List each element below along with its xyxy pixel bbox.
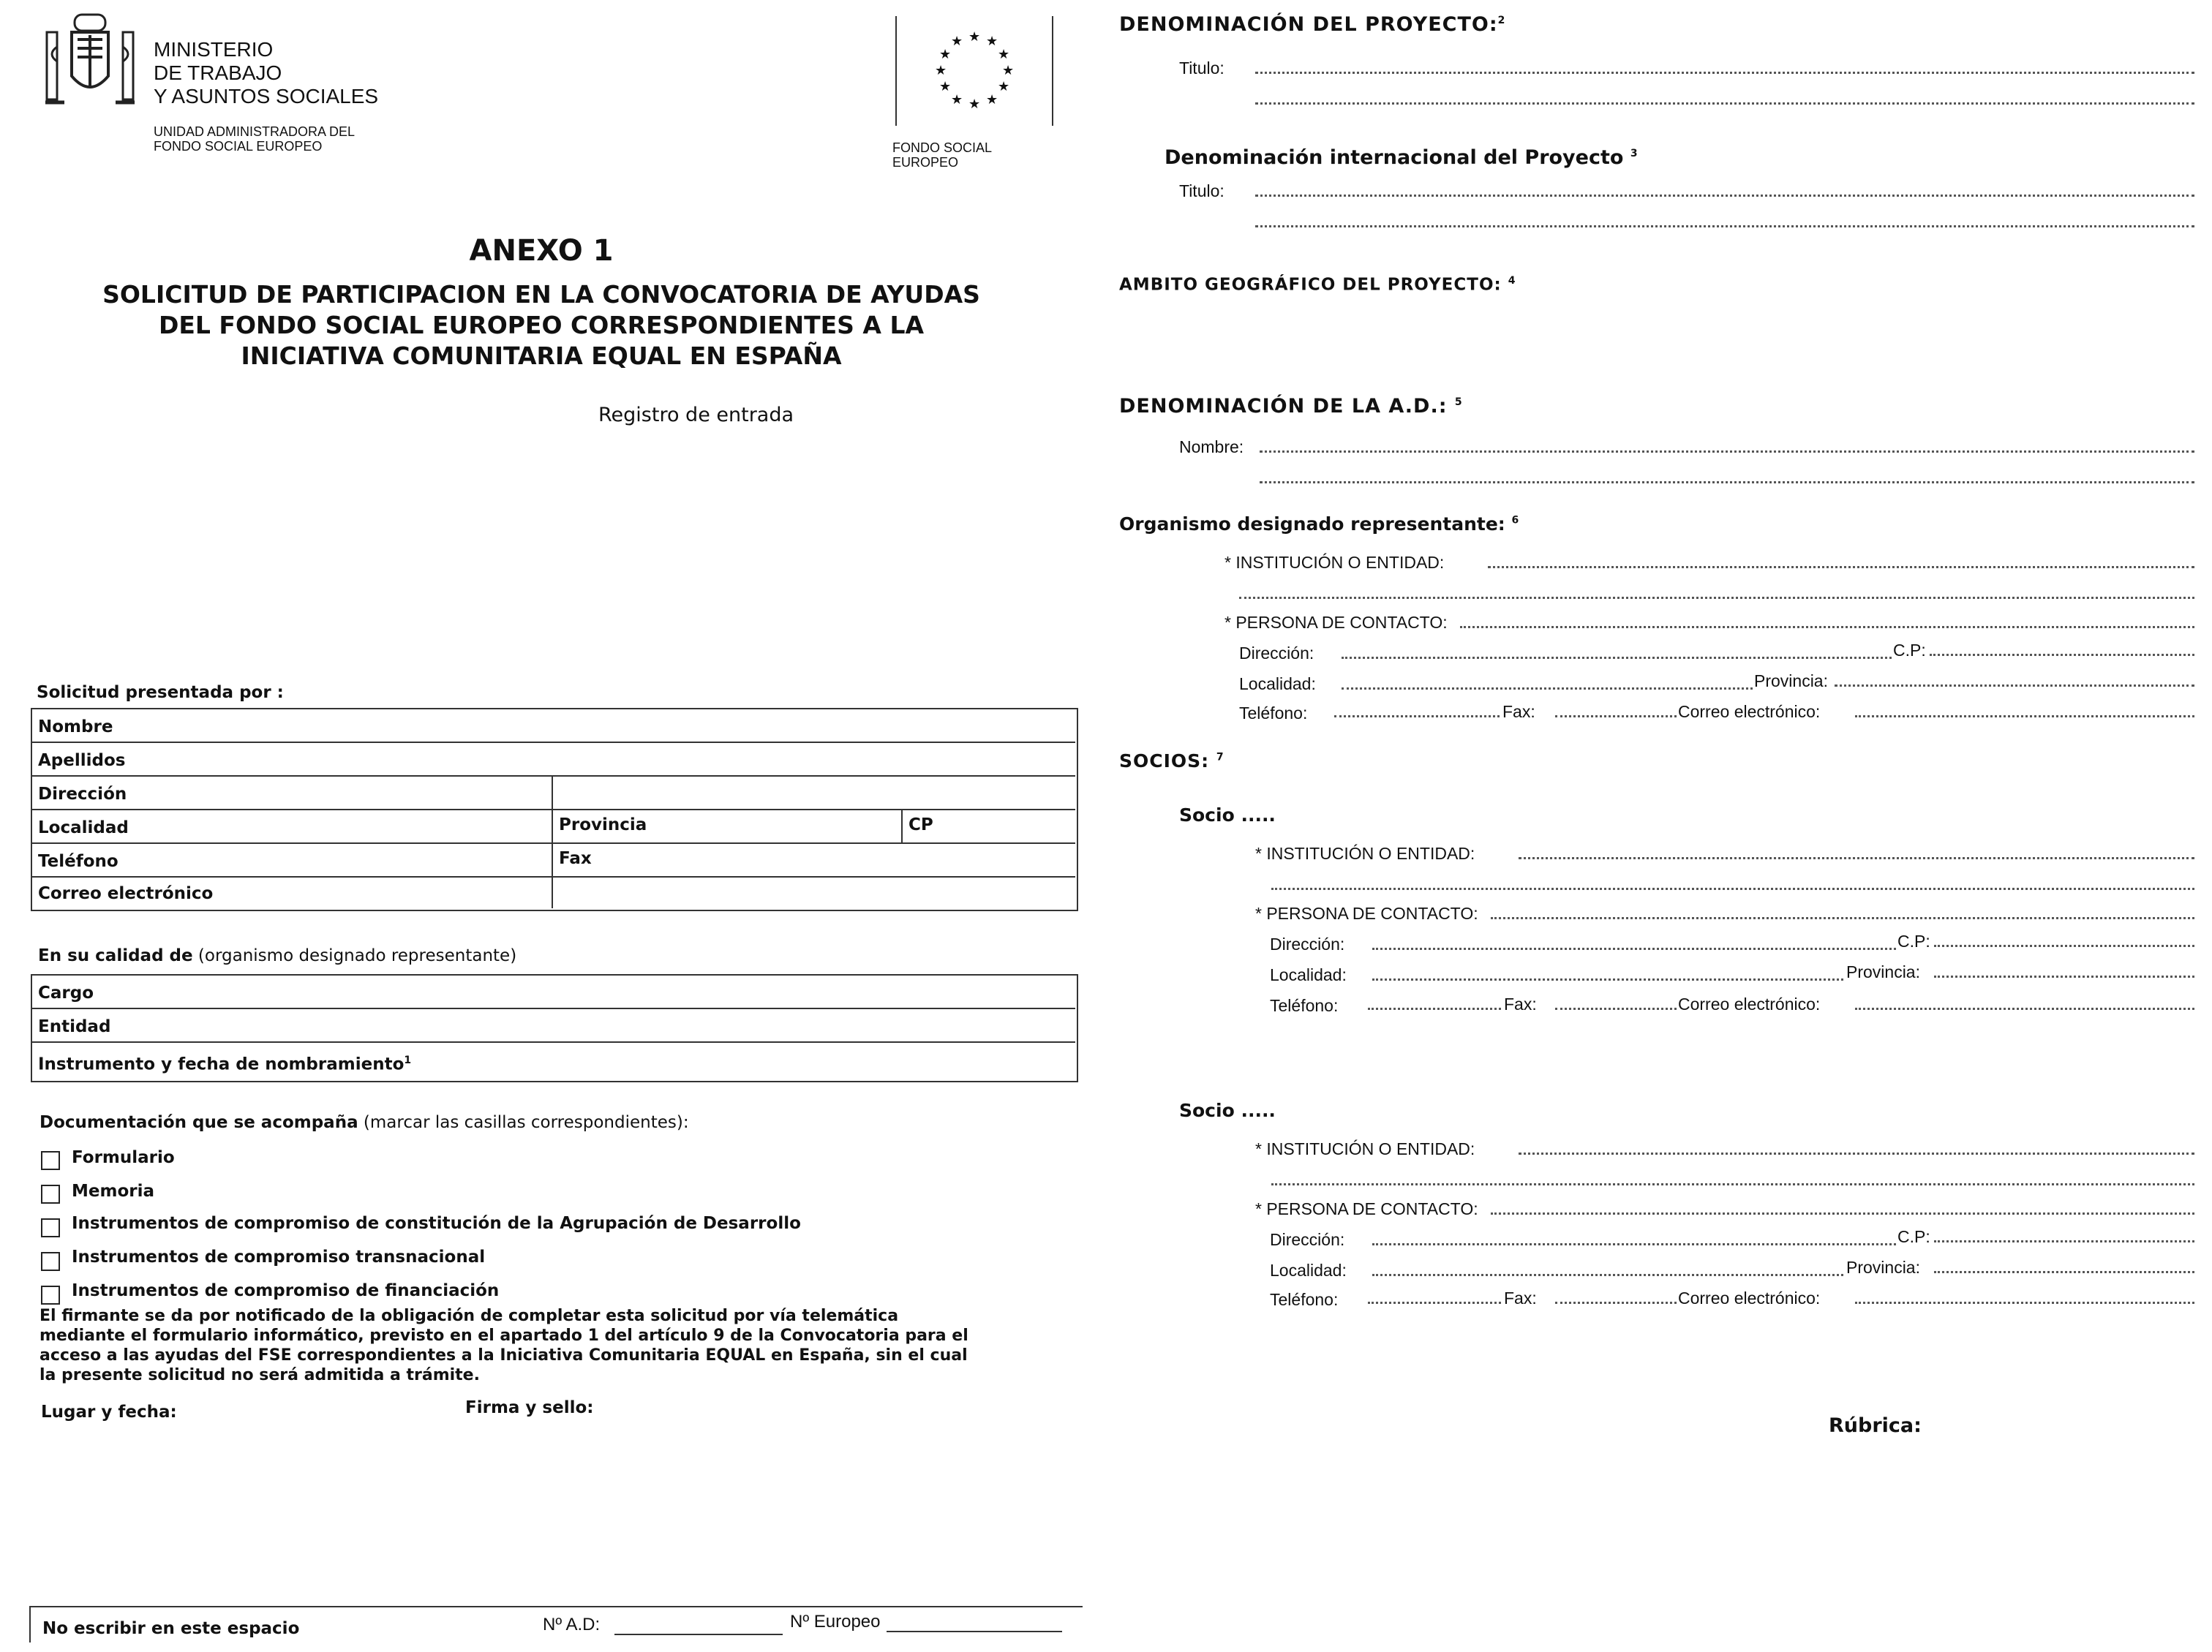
direccion-cell[interactable]: Dirección — [38, 785, 127, 804]
footer-rule-left — [29, 1606, 31, 1642]
institucion-label: * INSTITUCIÓN O ENTIDAD: — [1255, 1139, 1475, 1158]
cp-label: C.P: — [1893, 641, 1926, 660]
docs-normal: (marcar las casillas correspondientes): — [363, 1113, 689, 1132]
direccion-label: Dirección: — [1270, 1230, 1345, 1249]
fse-line: FONDO SOCIAL — [892, 140, 993, 155]
lugar-fecha-label: Lugar y fecha: — [41, 1403, 177, 1422]
socio-heading: Socio ..... — [1179, 1100, 1276, 1121]
checkbox-constitucion[interactable] — [41, 1218, 60, 1237]
unit-line: UNIDAD ADMINISTRADORA DEL — [154, 124, 356, 139]
provincia-label: Provincia: — [1846, 962, 1920, 981]
title-line: DEL FONDO SOCIAL EUROPEO CORRESPONDIENTES A LA — [158, 311, 925, 339]
checkbox-memoria[interactable] — [41, 1185, 60, 1204]
ministry-line: DE TRABAJO — [154, 61, 282, 84]
telefono-label: Teléfono: — [1270, 996, 1339, 1015]
persona-label: * PERSONA DE CONTACTO: — [1224, 613, 1448, 632]
checklist-item: Instrumentos de compromiso de financiación — [72, 1281, 500, 1300]
cp-label: C.P: — [1897, 1227, 1930, 1246]
no-escribir-label: No escribir en este espacio — [42, 1619, 300, 1638]
institucion-label: * INSTITUCIÓN O ENTIDAD: — [1224, 553, 1445, 572]
submitted-by-label: Solicitud presentada por : — [37, 683, 284, 702]
provincia-cell[interactable]: Provincia — [559, 815, 647, 834]
flag-border-right — [1052, 16, 1053, 126]
institucion-field[interactable] — [1488, 566, 2194, 568]
num-europeo-field[interactable] — [887, 1631, 1062, 1632]
calidad-bold: En su calidad de — [38, 946, 193, 965]
socio2-provincia-field[interactable] — [1934, 1271, 2194, 1273]
cp-label: C.P: — [1897, 932, 1930, 951]
provincia-label: Provincia: — [1846, 1258, 1920, 1277]
socio2-localidad-field[interactable] — [1372, 1274, 1843, 1276]
unit-line: FONDO SOCIAL EUROPEO — [154, 139, 323, 154]
nombre-field-line2[interactable] — [1260, 481, 2194, 483]
socio1-institucion-field-line2[interactable] — [1271, 888, 2194, 890]
correo-label: Correo electrónico: — [1678, 995, 1821, 1014]
heading-text: Organismo designado representante: — [1119, 513, 1505, 535]
title-line: SOLICITUD DE PARTICIPACION EN LA CONVOCATORIA DE AYUDAS — [102, 280, 980, 309]
socio1-localidad-field[interactable] — [1372, 978, 1843, 981]
calidad-label — [38, 946, 516, 965]
instrumento-text: Instrumento y fecha de nombramiento — [38, 1055, 405, 1074]
table-divider — [552, 775, 553, 908]
socio2-institucion-field[interactable] — [1519, 1153, 2194, 1155]
svg-text:★: ★ — [951, 92, 963, 108]
fax-label: Fax: — [1502, 702, 1535, 721]
docs-label — [40, 1113, 689, 1132]
socio1-telefono-field[interactable] — [1368, 1008, 1501, 1010]
request-title — [0, 279, 1083, 371]
footnote-ref: 6 — [1511, 514, 1519, 527]
localidad-cell[interactable]: Localidad — [38, 818, 129, 837]
svg-text:★: ★ — [998, 47, 1010, 62]
notice-line: acceso a las ayudas del FSE correspondientes a la Iniciativa Comunitaria EQUAL en España, sin el cual — [40, 1346, 968, 1365]
correo-label: Correo electrónico: — [1678, 702, 1821, 721]
titulo-label: Titulo: — [1179, 181, 1224, 200]
project-name-heading — [1119, 13, 1505, 36]
notice-paragraph — [40, 1306, 1071, 1385]
notice-line: la presente solicitud no será admitida a trámite. — [40, 1366, 480, 1384]
coat-of-arms-icon — [42, 10, 138, 113]
svg-text:★: ★ — [986, 34, 998, 49]
direccion-label: Dirección: — [1270, 935, 1345, 954]
correo-cell[interactable]: Correo electrónico — [38, 884, 214, 903]
socio1-provincia-field[interactable] — [1934, 976, 2194, 978]
checklist-item: Instrumentos de compromiso de constitución de la Agrupación de Desarrollo — [72, 1214, 801, 1233]
checkbox-transnacional[interactable] — [41, 1252, 60, 1271]
titulo-international-field-line2[interactable] — [1255, 225, 2194, 227]
nombre-field[interactable] — [1260, 450, 2194, 453]
footer-rule — [29, 1606, 1083, 1607]
socio2-institucion-field-line2[interactable] — [1271, 1183, 2194, 1185]
persona-label: * PERSONA DE CONTACTO: — [1255, 1199, 1478, 1218]
unit-name — [154, 124, 355, 154]
ministry-line: Y ASUNTOS SOCIALES — [154, 85, 379, 108]
titulo-label: Titulo: — [1179, 59, 1224, 78]
table-divider — [31, 742, 1075, 743]
checklist-item: Instrumentos de compromiso transnacional — [72, 1248, 486, 1267]
fax-field[interactable] — [1555, 715, 1677, 717]
cargo-cell[interactable]: Cargo — [38, 984, 94, 1003]
institucion-field-line2[interactable] — [1239, 597, 2194, 599]
correo-label: Correo electrónico: — [1678, 1289, 1821, 1308]
localidad-field[interactable] — [1342, 687, 1753, 690]
heading-text: DENOMINACIÓN DEL PROYECTO: — [1119, 13, 1498, 36]
checklist-item: Formulario — [72, 1148, 175, 1167]
socio1-fax-field[interactable] — [1555, 1008, 1677, 1010]
checklist-item: Memoria — [72, 1182, 155, 1201]
direccion-field[interactable] — [1342, 657, 1892, 659]
nombre-label: Nombre: — [1179, 437, 1244, 456]
heading-text: SOCIOS: — [1119, 750, 1210, 772]
svg-text:★: ★ — [1002, 63, 1015, 78]
svg-text:★: ★ — [968, 97, 981, 112]
heading-text: AMBITO GEOGRÁFICO DEL PROYECTO: — [1119, 275, 1502, 295]
socio2-telefono-field[interactable] — [1368, 1302, 1501, 1304]
instrumento-cell[interactable] — [32, 1044, 411, 1081]
calidad-normal: (organismo designado representante) — [198, 946, 517, 965]
socios-heading — [1119, 750, 1224, 772]
nombre-cell[interactable]: Nombre — [38, 717, 113, 736]
socio2-persona-field[interactable] — [1491, 1212, 2194, 1215]
telefono-field[interactable] — [1334, 715, 1500, 717]
socio2-cp-field[interactable] — [1934, 1240, 2194, 1242]
heading-text: DENOMINACIÓN DE LA A.D.: — [1119, 395, 1448, 418]
ad-name-heading — [1119, 395, 1463, 418]
socio2-fax-field[interactable] — [1555, 1302, 1677, 1304]
annex-title: ANEXO 1 — [469, 234, 614, 268]
entidad-cell[interactable]: Entidad — [38, 1017, 111, 1036]
socio1-cp-field[interactable] — [1934, 945, 2194, 947]
socio2-direccion-field[interactable] — [1372, 1243, 1896, 1245]
table-divider — [31, 775, 1075, 777]
institucion-label: * INSTITUCIÓN O ENTIDAD: — [1255, 844, 1475, 863]
num-europeo-label: Nº Europeo — [790, 1612, 881, 1632]
provincia-field[interactable] — [1835, 684, 2194, 687]
notice-line: mediante el formulario informático, previsto en el apartado 1 del artículo 9 de la Convocatoria para el — [40, 1327, 968, 1345]
telefono-label: Teléfono: — [1239, 704, 1308, 723]
organismo-heading — [1119, 513, 1519, 535]
flag-border-left — [895, 16, 897, 126]
titulo-international-field[interactable] — [1255, 195, 2194, 197]
table-divider — [31, 1008, 1075, 1009]
ministry-name — [154, 38, 378, 108]
footnote-ref: 2 — [1497, 15, 1506, 26]
localidad-label: Localidad: — [1270, 965, 1347, 984]
notice-line: El firmante se da por notificado de la obligación de completar esta solicitud por vía telemática — [40, 1307, 899, 1325]
international-name-heading — [1165, 146, 1638, 169]
localidad-label: Localidad: — [1239, 674, 1316, 693]
telefono-cell[interactable]: Teléfono — [38, 852, 118, 871]
svg-text:★: ★ — [939, 79, 952, 94]
localidad-label: Localidad: — [1270, 1261, 1347, 1280]
socio-heading: Socio ..... — [1179, 804, 1276, 826]
fax-cell[interactable]: Fax — [559, 849, 592, 868]
eu-stars-icon — [928, 26, 1023, 114]
registro-label: Registro de entrada — [598, 404, 794, 426]
svg-text:★: ★ — [968, 29, 981, 45]
ministry-line: MINISTERIO — [154, 38, 274, 61]
firma-sello-label: Firma y sello: — [465, 1398, 594, 1417]
docs-bold: Documentación que se acompaña — [40, 1113, 358, 1132]
footnote-ref: 1 — [404, 1055, 412, 1066]
rubrica-label: Rúbrica: — [1829, 1414, 1922, 1437]
socio1-institucion-field[interactable] — [1519, 857, 2194, 859]
fse-label — [892, 140, 992, 170]
socio2-correo-field[interactable] — [1855, 1302, 2194, 1304]
checkbox-formulario[interactable] — [41, 1151, 60, 1170]
cp-field[interactable] — [1930, 654, 2194, 656]
cp-cell[interactable]: CP — [908, 815, 933, 834]
socio1-correo-field[interactable] — [1855, 1008, 2194, 1010]
footnote-ref: 5 — [1454, 396, 1463, 408]
footnote-ref: 3 — [1630, 148, 1638, 159]
fax-label: Fax: — [1504, 995, 1537, 1014]
table-divider — [31, 1041, 1075, 1043]
fax-label: Fax: — [1504, 1289, 1537, 1308]
num-ad-field[interactable] — [614, 1634, 783, 1635]
num-ad-label: Nº A.D: — [543, 1615, 601, 1634]
checkbox-financiacion[interactable] — [41, 1286, 60, 1305]
ambito-heading — [1119, 275, 1516, 295]
svg-text:★: ★ — [951, 34, 963, 49]
titulo-field-line2[interactable] — [1255, 102, 2194, 105]
svg-text:★: ★ — [998, 79, 1010, 94]
apellidos-cell[interactable]: Apellidos — [38, 751, 126, 770]
title-line: INICIATIVA COMUNITARIA EQUAL EN ESPAÑA — [241, 342, 842, 370]
socio1-direccion-field[interactable] — [1372, 948, 1896, 950]
correo-field[interactable] — [1855, 715, 2194, 717]
titulo-field[interactable] — [1255, 72, 2194, 74]
provincia-label: Provincia: — [1754, 671, 1828, 690]
telefono-label: Teléfono: — [1270, 1290, 1339, 1309]
fse-line: EUROPEO — [892, 155, 959, 170]
persona-label: * PERSONA DE CONTACTO: — [1255, 904, 1478, 923]
svg-text:★: ★ — [939, 47, 952, 62]
direccion-label: Dirección: — [1239, 644, 1314, 663]
footnote-ref: 4 — [1508, 275, 1516, 287]
persona-field[interactable] — [1460, 626, 2194, 628]
svg-text:★: ★ — [935, 63, 947, 78]
socio1-persona-field[interactable] — [1491, 917, 2194, 919]
footnote-ref: 7 — [1216, 751, 1224, 763]
heading-text: Denominación internacional del Proyecto — [1165, 146, 1624, 169]
svg-text:★: ★ — [986, 92, 998, 108]
